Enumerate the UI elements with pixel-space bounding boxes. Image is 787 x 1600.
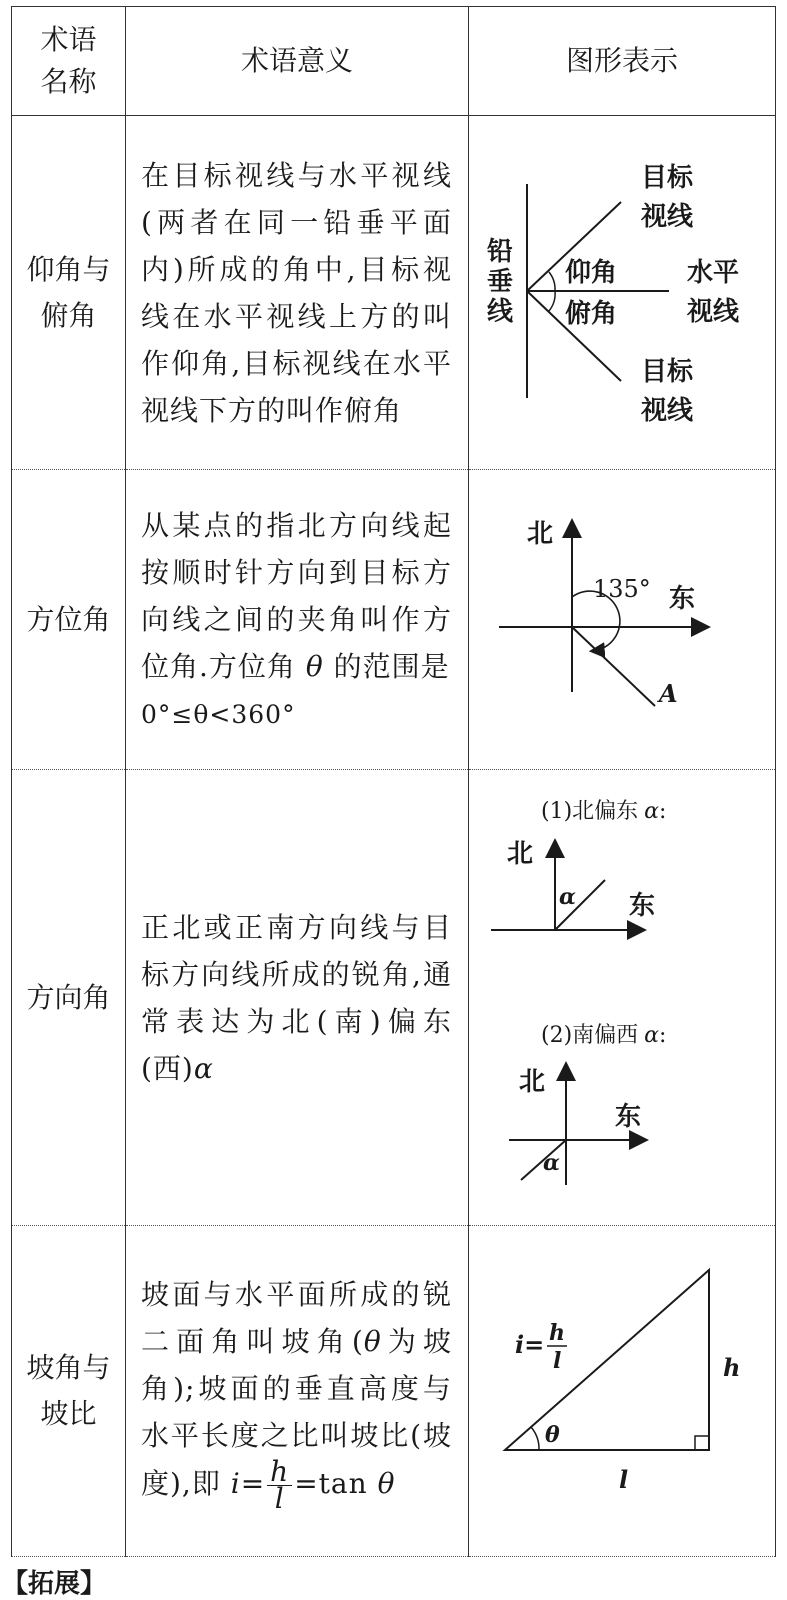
figure-elevation-depression	[469, 116, 776, 470]
meaning-bearing-angle	[126, 470, 469, 770]
right-angle-mark	[695, 1436, 709, 1450]
depression-arc	[549, 291, 555, 311]
meaning-text-2: 为坡角);坡面的垂直高度与水平长度之比叫坡比(坡度),即	[141, 1324, 452, 1500]
header-term-meaning: 术语意义	[126, 7, 469, 116]
partial-next-section	[0, 1561, 787, 1599]
elevation-depression-diagram	[469, 116, 775, 469]
equals-sign: =	[240, 1466, 266, 1500]
caption1-text: (1)北偏东	[541, 799, 639, 824]
fraction-denominator: l	[274, 1481, 285, 1515]
row-elevation-depression	[12, 116, 776, 470]
h-label: h	[723, 1353, 741, 1382]
h-over-l-fraction	[267, 1454, 292, 1515]
point-a-label: A	[659, 679, 678, 708]
header-row	[12, 7, 776, 116]
theta-label: θ	[545, 1422, 560, 1448]
caption2-alpha: α	[644, 1023, 660, 1048]
lower-target-label-2: 视线	[641, 396, 694, 426]
bearing-angle-diagram	[469, 470, 775, 769]
figure-slope	[469, 1226, 776, 1557]
plumb-char: 铅	[487, 237, 514, 267]
row-slope	[12, 1226, 776, 1557]
angle-range: 0°≤θ<360°	[141, 699, 296, 729]
tan-text: =tan	[294, 1466, 368, 1500]
term-elevation-depression	[12, 116, 126, 470]
caption-north-east	[541, 799, 666, 824]
depression-label: 俯角	[565, 299, 618, 329]
terms-table	[11, 6, 776, 1557]
caption2-text: (2)南偏西	[541, 1023, 639, 1048]
east-label-2: 东	[615, 1102, 642, 1132]
theta-symbol: θ	[363, 1324, 382, 1358]
meaning-text: 正北或正南方向线与目标方向线所成的锐角,通常表达为北(南)偏东(西)	[141, 910, 452, 1085]
theta-symbol: θ	[305, 649, 324, 683]
elevation-label: 仰角	[565, 258, 618, 288]
meaning-elevation-depression: 在目标视线与水平视线(两者在同一铅垂平面内)所成的角中,目标视线在水平视线上方的叫作仰角,目标视线在水平视线下方的叫作俯角	[126, 116, 469, 470]
alpha-label-2: α	[543, 1150, 560, 1176]
figure-direction-angle	[469, 770, 776, 1226]
fraction-numerator: h	[267, 1459, 292, 1486]
partial-bottom-text: 【拓展】	[2, 1569, 107, 1599]
upper-target-label-2: 视线	[641, 202, 694, 232]
slope-diagram	[469, 1226, 775, 1556]
elevation-arc	[549, 272, 555, 291]
meaning-direction-angle	[126, 770, 469, 1226]
north-label: 北	[527, 519, 554, 549]
meaning-text-1: 从某点的指北方向线起按顺时针方向到目标方向线之间的夹角叫作方位角.方位角	[141, 508, 452, 683]
north-label-1: 北	[507, 839, 534, 869]
row-direction-angle	[12, 770, 776, 1226]
alpha-label-1: α	[559, 884, 576, 910]
header-term-name-line2: 名称	[40, 65, 97, 98]
lower-target-label-1: 目标	[641, 357, 694, 387]
caption2-colon: :	[659, 1023, 667, 1048]
theta-symbol-2: θ	[377, 1466, 396, 1500]
theta-arc	[531, 1427, 539, 1450]
plumb-char: 线	[487, 297, 514, 327]
meaning-slope	[126, 1226, 469, 1557]
i-symbol: i	[230, 1466, 241, 1500]
angle-label: 135°	[593, 575, 651, 603]
term-line2: 坡比	[40, 1397, 97, 1430]
east-label: 东	[669, 584, 696, 614]
l-label: l	[619, 1465, 629, 1494]
term-bearing-angle: 方位角	[12, 470, 126, 770]
term-line1: 仰角与	[26, 252, 111, 286]
row-bearing-angle	[12, 470, 776, 770]
slope-l: l	[553, 1348, 562, 1374]
caption-south-west	[541, 1023, 666, 1048]
direction-angle-diagram	[469, 770, 775, 1225]
upper-target-label-1: 目标	[641, 163, 694, 193]
term-slope	[12, 1226, 126, 1557]
slope-h: h	[549, 1320, 565, 1346]
caption1-colon: :	[659, 799, 667, 824]
term-line1: 坡角与	[26, 1351, 111, 1384]
header-term-name-line1: 术语	[40, 23, 97, 56]
plumb-char-1	[487, 237, 514, 327]
slope-triangle	[505, 1270, 709, 1450]
plumb-char: 垂	[487, 267, 514, 297]
i-label: i=	[515, 1330, 545, 1359]
term-direction-angle: 方向角	[12, 770, 126, 1226]
caption1-alpha: α	[644, 799, 660, 824]
alpha-symbol: α	[193, 1051, 214, 1085]
horizontal-label-2: 视线	[687, 297, 740, 327]
meaning-text-1: 坡面与水平面所成的锐二面角叫坡角(	[141, 1277, 452, 1358]
header-term-name	[12, 7, 126, 116]
figure-bearing-angle	[469, 470, 776, 770]
horizontal-label-1: 水平	[687, 258, 740, 288]
north-label-2: 北	[519, 1067, 546, 1097]
east-label-1: 东	[629, 891, 656, 921]
meaning-text-2: 的范围是	[333, 649, 450, 683]
term-line2: 俯角	[40, 298, 97, 332]
header-figure: 图形表示	[469, 7, 776, 116]
